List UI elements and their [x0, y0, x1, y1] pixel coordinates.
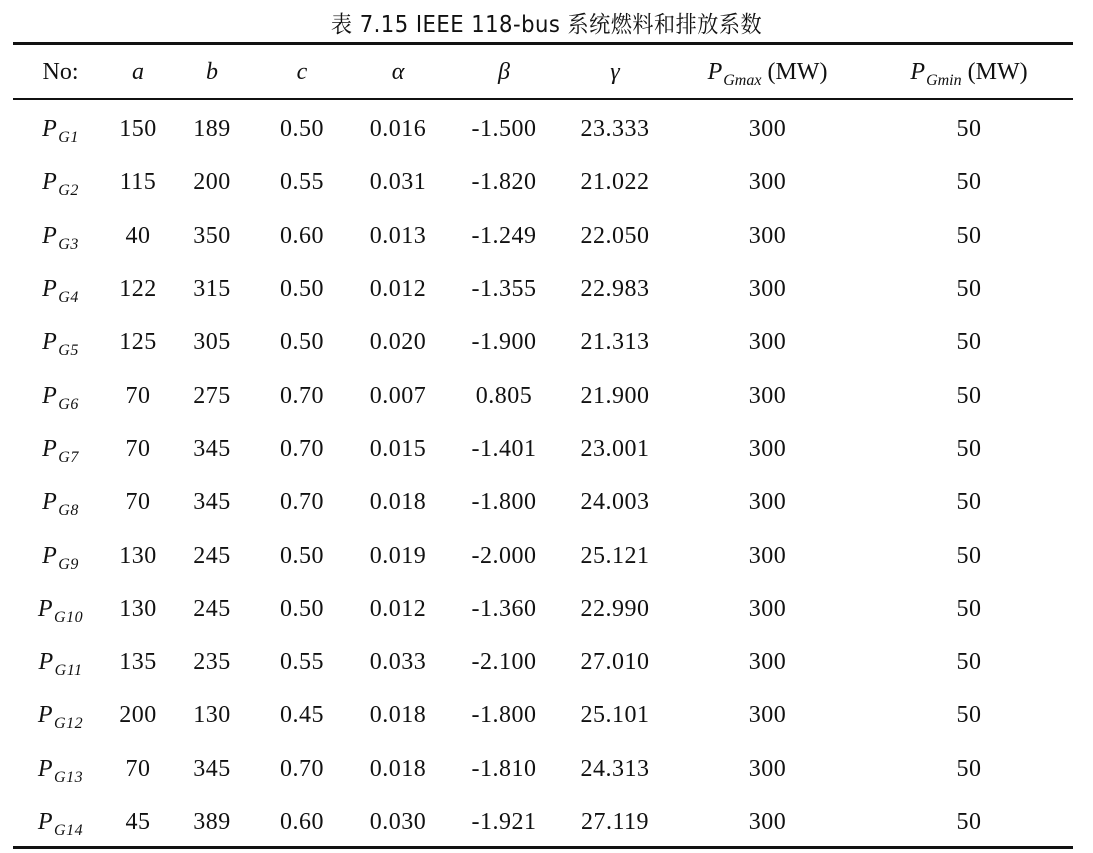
generator-subscript: G10: [54, 608, 84, 626]
cell-c: 0.60: [280, 222, 324, 249]
table-body: [13, 99, 1073, 849]
cell-beta: 0.805: [475, 382, 533, 409]
cell-c: 0.70: [280, 489, 324, 516]
table-row: [13, 529, 1073, 582]
cell-gamma: 27.010: [580, 649, 650, 676]
table-row: [13, 263, 1073, 316]
cell-gamma: 22.983: [580, 276, 650, 303]
generator-subscript: G14: [54, 822, 84, 839]
cell-gamma: 21.313: [580, 329, 650, 356]
cell-b: 200: [193, 169, 231, 196]
cell-c: 0.70: [280, 755, 324, 782]
cell-pgmin: 50: [956, 116, 982, 143]
table-row: [13, 689, 1073, 742]
table-row: [13, 210, 1073, 263]
header-pgmin-unit: (MW): [961, 58, 1028, 85]
header-c: c: [296, 58, 308, 85]
cell-generator: [13, 476, 108, 529]
cell-beta: -1.820: [471, 169, 537, 196]
cell-beta: -1.810: [471, 755, 537, 782]
cell-c: 0.55: [280, 169, 324, 196]
generator-subscript: G7: [58, 448, 79, 466]
cell-a: 125: [119, 329, 157, 356]
cell-gamma: 25.121: [580, 542, 650, 569]
generator-symbol: P: [42, 435, 58, 462]
cell-generator: [13, 263, 108, 316]
generator-symbol: P: [42, 329, 58, 356]
cell-pgmin: 50: [956, 649, 982, 676]
cell-generator: [13, 423, 108, 476]
cell-pgmin: 50: [956, 435, 982, 462]
cell-alpha: 0.015: [369, 435, 427, 462]
generator-subscript: G4: [58, 289, 79, 307]
header-pgmax-sub: Gmax: [723, 71, 762, 89]
header-gamma: γ: [610, 58, 620, 85]
cell-alpha: 0.016: [369, 116, 427, 143]
cell-pgmax: 300: [748, 435, 787, 462]
cell-alpha: 0.007: [369, 382, 427, 409]
cell-pgmin: 50: [956, 755, 982, 782]
cell-alpha: 0.030: [369, 809, 427, 835]
cell-b: 189: [193, 116, 231, 143]
generator-symbol: P: [42, 542, 58, 569]
cell-beta: -1.800: [471, 702, 537, 729]
cell-alpha: 0.018: [369, 489, 427, 516]
cell-a: 70: [125, 755, 151, 782]
generator-symbol: P: [42, 382, 58, 409]
generator-subscript: G12: [54, 715, 84, 733]
cell-gamma: 24.313: [580, 755, 650, 782]
generator-symbol: P: [42, 489, 58, 516]
cell-b: 315: [193, 276, 231, 303]
cell-c: 0.50: [280, 276, 324, 303]
cell-alpha: 0.018: [369, 755, 427, 782]
table-row: [13, 743, 1073, 796]
cell-gamma: 23.333: [580, 116, 650, 143]
cell-generator: [13, 156, 108, 209]
cell-a: 40: [125, 222, 151, 249]
cell-pgmax: 300: [748, 755, 787, 782]
generator-symbol: P: [42, 276, 58, 303]
cell-a: 70: [125, 435, 151, 462]
cell-pgmin: 50: [956, 595, 982, 622]
cell-a: 45: [125, 809, 151, 835]
cell-a: 150: [119, 116, 157, 143]
cell-alpha: 0.020: [369, 329, 427, 356]
generator-symbol: P: [37, 809, 54, 835]
cell-pgmax: 300: [748, 542, 787, 569]
generator-subscript: G1: [58, 129, 79, 147]
cell-pgmin: 50: [956, 382, 982, 409]
cell-generator: [13, 316, 108, 369]
cell-pgmax: 300: [748, 276, 787, 303]
cell-pgmin: 50: [956, 329, 982, 356]
cell-beta: -2.100: [471, 649, 537, 676]
header-row: [13, 45, 1073, 99]
cell-beta: -1.900: [471, 329, 537, 356]
cell-pgmax: 300: [748, 489, 787, 516]
table-row: [13, 316, 1073, 369]
cell-beta: -1.921: [471, 809, 537, 835]
cell-gamma: 25.101: [580, 702, 650, 729]
cell-beta: -1.401: [471, 435, 537, 462]
cell-pgmax: 300: [748, 809, 787, 835]
generator-subscript: G3: [58, 235, 79, 253]
cell-b: 130: [193, 702, 231, 729]
cell-pgmax: 300: [748, 649, 787, 676]
cell-pgmax: 300: [748, 382, 787, 409]
cell-pgmax: 300: [748, 702, 787, 729]
cell-pgmax: 300: [748, 222, 787, 249]
header-alpha: α: [391, 58, 405, 85]
cell-gamma: 24.003: [580, 489, 650, 516]
cell-pgmax: 300: [748, 116, 787, 143]
cell-alpha: 0.031: [369, 169, 427, 196]
generator-subscript: G11: [54, 662, 83, 680]
cell-beta: -1.800: [471, 489, 537, 516]
table-row: [13, 636, 1073, 689]
cell-b: 275: [193, 382, 231, 409]
cell-c: 0.70: [280, 435, 324, 462]
generator-subscript: G5: [58, 342, 79, 360]
header-pgmin-sub: Gmin: [926, 71, 962, 89]
cell-b: 345: [193, 755, 231, 782]
cell-beta: -1.249: [471, 222, 537, 249]
cell-pgmax: 300: [748, 595, 787, 622]
generator-subscript: G8: [58, 502, 79, 520]
cell-pgmin: 50: [956, 169, 982, 196]
cell-a: 122: [119, 276, 157, 303]
cell-alpha: 0.012: [369, 276, 427, 303]
cell-b: 389: [193, 809, 231, 835]
table-row: [13, 99, 1073, 156]
cell-pgmin: 50: [956, 809, 982, 835]
cell-b: 345: [193, 435, 231, 462]
header-beta: β: [498, 58, 510, 85]
cell-generator: [13, 743, 108, 796]
table-row: [13, 156, 1073, 209]
generator-symbol: P: [42, 169, 58, 196]
cell-beta: -1.500: [471, 116, 537, 143]
cell-a: 115: [119, 169, 157, 196]
cell-c: 0.70: [280, 382, 324, 409]
cell-a: 200: [119, 702, 157, 729]
generator-subscript: G6: [58, 395, 79, 413]
cell-pgmax: 300: [748, 329, 787, 356]
generator-subscript: G13: [54, 768, 84, 786]
header-pgmin: [865, 45, 1073, 99]
table-row: [13, 369, 1073, 422]
cell-alpha: 0.019: [369, 542, 427, 569]
cell-alpha: 0.033: [369, 649, 427, 676]
cell-gamma: 23.001: [580, 435, 650, 462]
generator-subscript: G9: [58, 555, 79, 573]
cell-gamma: 21.022: [580, 169, 650, 196]
cell-beta: -1.355: [471, 276, 537, 303]
cell-c: 0.50: [280, 595, 324, 622]
generator-symbol: P: [38, 649, 54, 676]
cell-b: 305: [193, 329, 231, 356]
cell-b: 350: [193, 222, 231, 249]
cell-b: 345: [193, 489, 231, 516]
header-b: b: [206, 58, 218, 85]
cell-beta: -2.000: [471, 542, 537, 569]
generator-symbol: P: [42, 116, 58, 143]
cell-pgmin: 50: [956, 276, 982, 303]
cell-c: 0.50: [280, 542, 324, 569]
cell-generator: [13, 583, 108, 636]
cell-a: 135: [119, 649, 157, 676]
generator-symbol: P: [42, 222, 58, 249]
cell-c: 0.50: [280, 116, 324, 143]
header-pgmax-main: P: [707, 58, 723, 85]
cell-alpha: 0.018: [369, 702, 427, 729]
cell-pgmin: 50: [956, 222, 982, 249]
header-pgmax: [670, 45, 865, 99]
cell-generator: [13, 369, 108, 422]
cell-generator: [13, 210, 108, 263]
generator-symbol: P: [37, 595, 54, 622]
generator-subscript: G2: [58, 182, 79, 200]
cell-a: 70: [125, 382, 151, 409]
cell-pgmin: 50: [956, 489, 982, 516]
cell-b: 245: [193, 542, 231, 569]
cell-generator: [13, 529, 108, 582]
cell-alpha: 0.012: [369, 595, 427, 622]
generator-symbol: P: [37, 702, 54, 729]
cell-gamma: 27.119: [580, 809, 650, 835]
cell-generator: [13, 99, 108, 156]
table-row: [13, 796, 1073, 849]
cell-b: 235: [193, 649, 231, 676]
header-pgmin-main: P: [910, 58, 926, 85]
coefficients-table: [13, 45, 1073, 849]
cell-pgmin: 50: [956, 542, 982, 569]
table-row: [13, 583, 1073, 636]
cell-a: 130: [119, 595, 157, 622]
cell-gamma: 22.050: [580, 222, 650, 249]
cell-c: 0.50: [280, 329, 324, 356]
header-a: a: [132, 58, 144, 85]
header-pgmax-unit: (MW): [761, 58, 828, 85]
cell-generator: [13, 689, 108, 742]
cell-gamma: 21.900: [580, 382, 650, 409]
cell-c: 0.55: [280, 649, 324, 676]
cell-a: 70: [125, 489, 151, 516]
generator-symbol: P: [37, 755, 54, 782]
cell-a: 130: [119, 542, 157, 569]
cell-b: 245: [193, 595, 231, 622]
cell-generator: [13, 636, 108, 689]
cell-pgmax: 300: [748, 169, 787, 196]
table-row: [13, 476, 1073, 529]
cell-pgmin: 50: [956, 702, 982, 729]
cell-beta: -1.360: [471, 595, 537, 622]
cell-generator: [13, 796, 108, 849]
cell-c: 0.45: [280, 702, 324, 729]
table-row: [13, 423, 1073, 476]
cell-gamma: 22.990: [580, 595, 650, 622]
table-caption: 表 7.15 IEEE 118-bus 系统燃料和排放系数: [330, 12, 763, 38]
cell-c: 0.60: [280, 809, 324, 835]
cell-alpha: 0.013: [369, 222, 427, 249]
header-no: No:: [42, 58, 79, 85]
